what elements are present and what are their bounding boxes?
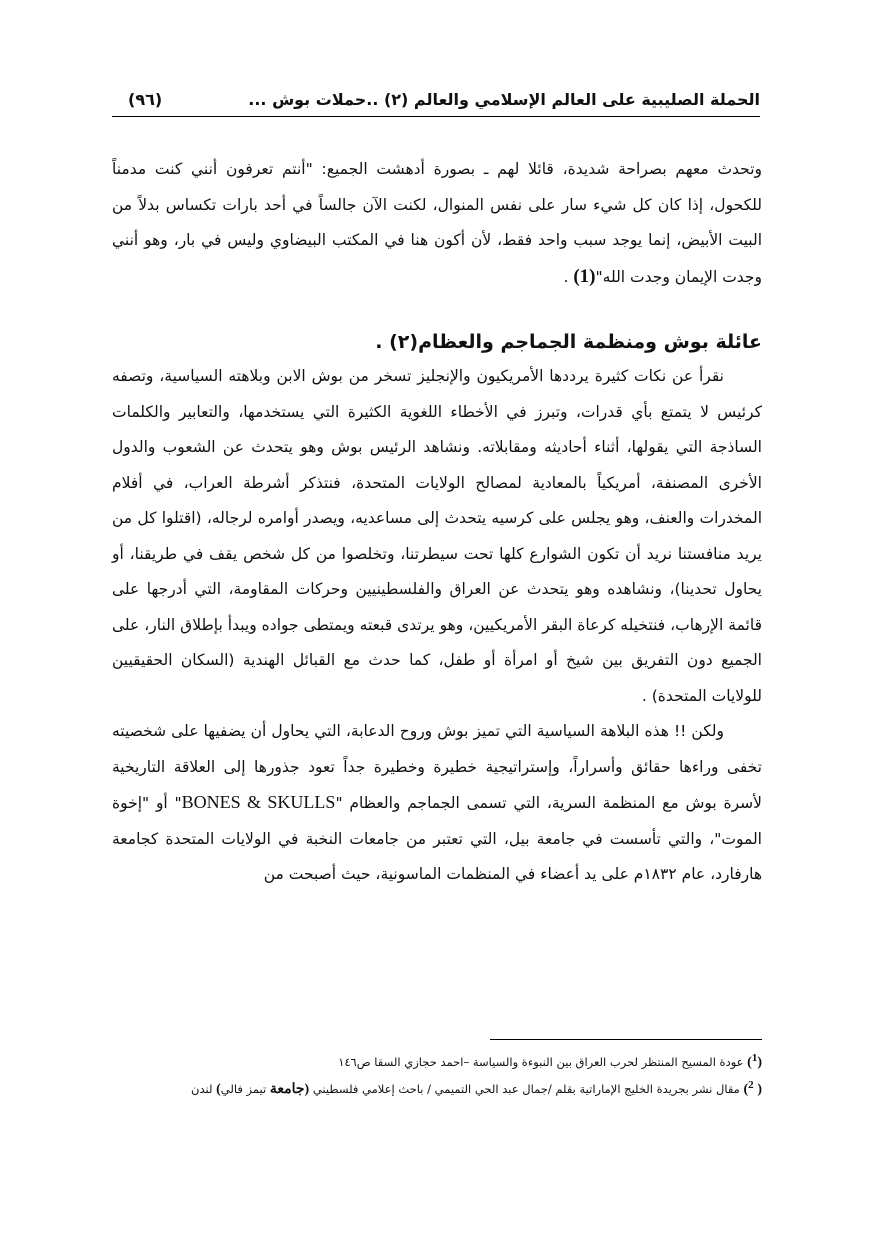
footnote-1-paren-close: ) [747, 1054, 752, 1070]
footnote-1 [112, 1047, 762, 1074]
footnote-2-mark: 2 [748, 1078, 754, 1091]
section-gap [112, 295, 762, 325]
footnote-2 [112, 1074, 762, 1101]
footnote-2-tail-close: ) [216, 1081, 221, 1097]
footnote-2-tail-line2: تيمز فالي [220, 1081, 267, 1096]
running-header [112, 86, 760, 118]
footnote-2-paren-open: ( [757, 1081, 762, 1097]
paragraph-3-text-b: " أو "إخوة الموت"، والتي تأسست في جامعة بيل، التي تعتبر من جامعات النخبة في الولايات المتحدة كجامعة هارفارد، عام ١٨٣٢م على يد أعضاء في المنظمات الماسونية، حيث أصبحت من [112, 794, 762, 883]
header-title: الحملة الصليبية على العالم الإسلامي والعالم (٢) ..حملات بوش ... [248, 90, 760, 109]
footnote-1-mark: 1 [751, 1052, 758, 1064]
footnote-2-tail-city: لندن [191, 1081, 213, 1096]
footnote-separator [490, 1039, 762, 1040]
footnote-1-paren-open: ( [757, 1054, 762, 1070]
section-heading: عائلة بوش ومنظمة الجماجم والعظام(٢) . [375, 331, 762, 353]
footnote-2-paren-close: ) [743, 1081, 749, 1097]
paragraph-3-text-a: ولكن !! هذه البلاهة السياسية التي تميز بوش وروح الدعابة، التي يحاول أن يضفيها على شخصيته تخفى وراءها حقائق وأسراراً، وإستراتيجية خطيرة وخطيرة جداً تعود جذورها إلى العلاقة التاريخية لأسرة بوش مع المنظمة السرية، التي تسمى الجماجم والعظام " [112, 722, 763, 812]
paragraph-1 [112, 152, 762, 295]
footnote-ref-1[interactable]: (1) [573, 265, 596, 287]
latin-term: BONES & SKULLS [181, 792, 336, 812]
header-rule [112, 116, 760, 117]
paragraph-1-end: . [563, 267, 574, 286]
paragraph-3 [112, 714, 762, 893]
main-text [112, 152, 762, 893]
paragraph-2: نقرأ عن نكات كثيرة يرددها الأمريكيون والإنجليز تسخر من بوش الابن وبلاهته السياسية، وتصفه كرئيس لا يتمتع بأي قدرات، وتبرز في الأخطاء اللغوية الكثيرة التي يستخدمها، والتعابير والكلمات الساذجة التي يقولها، أثناء أحاديثه ومقابلاته. ونشاهد الرئيس بوش وهو يتحدث عن الشعوب والدول الأخرى المصنفة، أمريكياً بالمعادية لمصالح الولايات المتحدة، فنتذكر أشرطة العراب، في أفلام المخدرات والعنف، وهو يجلس على كرسيه يتحدث إلى مساعديه، ويصدر أوامره لرجاله، (اقتلوا كل من يريد منافستنا نريد أن تكون الشوارع كلها تحت سيطرتنا، وتخلصوا من كل شخص يقف في طريقنا، أو يحاول تحدينا)، ونشاهده وهو يتحدث عن العراق والفلسطينيين وحركات المقاومة، التي أدرجها على قائمة الإرهاب، فنتخيله كرعاة البقر الأمريكيين، وهو يرتدى قبعته ويمتطى جواده ويبدأ بإطلاق النار، على الجميع دون التفريق بين شيخ أو امرأة أو طفل، كما حدث مع القبائل الهندية (السكان الحقيقيين للولايات المتحدة) . [112, 367, 762, 705]
footnote-1-text: عودة المسيح المنتظر لحرب العراق بين النبوءة والسياسة –احمد حجازي السقا ص١٤٦ [338, 1054, 744, 1069]
footnote-2-tail-open: (جامعة [269, 1081, 310, 1097]
page-number: (٩٦) [128, 90, 163, 109]
footnotes [112, 1047, 762, 1101]
footnote-2-text: مقال نشر بجريدة الخليج الإماراتية بقلم /جمال عبد الحي التميمي / باحث إعلامي فلسطيني [312, 1081, 740, 1096]
paragraph-1-text: وتحدث معهم بصراحة شديدة، قائلا لهم ـ بصورة أدهشت الجميع: "أنتم تعرفون أنني كنت مدمناً للكحول، إذا كان كل شيء سار على نفس المنوال، لكنت الآن جالساً في أحد بارات تكساس بدلاً من البيت الأبيض، إنما يوجد سبب واحد فقط، لأن أكون هنا في المكتب البيضاوي وليس في بار، وهو أنني وجدت الإيمان وجدت الله" [112, 160, 762, 286]
